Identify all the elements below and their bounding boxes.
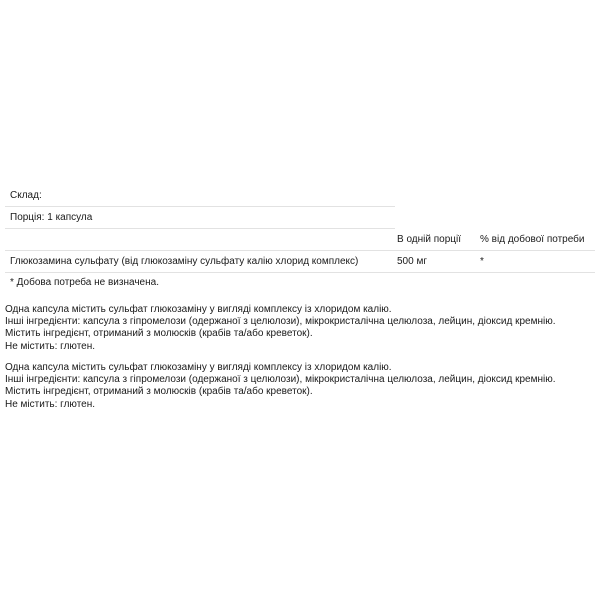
column-header-daily-value: % від добової потреби (480, 234, 585, 245)
description-block (5, 304, 555, 353)
column-header-row (5, 229, 595, 251)
composition-row (5, 185, 395, 207)
description-line: Одна капсула містить сульфат глюкозаміну у вигляді комплексу із хлоридом калію. (5, 304, 392, 315)
ingredient-daily-value: * (480, 256, 484, 267)
description-line: Містить інгредієнт, отриманий з молюсків (крабів та/або креветок). (5, 328, 313, 340)
ingredient-name: Глюкозамина сульфату (від глюкозаміну сульфату калію хлорид комплекс) (10, 256, 359, 267)
ingredient-amount: 500 мг (397, 256, 427, 267)
serving-size: Порція: 1 капсула (10, 212, 93, 223)
composition-label: Склад: (10, 190, 42, 201)
description-line: Не містить: глютен. (5, 340, 96, 352)
description-line: Одна капсула містить сульфат глюкозаміну у вигляді комплексу із хлоридом калію. (5, 362, 392, 373)
serving-row (5, 207, 395, 229)
ingredient-row (5, 251, 595, 273)
description-line: Містить інгредієнт, отриманий з молюсків (крабів та/або креветок). (5, 386, 313, 398)
column-header-amount: В одній порції (397, 234, 461, 245)
daily-value-footnote: * Добова потреба не визначена. (10, 277, 159, 288)
description-line: Інші інгредієнти: капсула з гіпромелози (одержаної з целюлози), мікрокристалічна целюлоза, лейцин, діоксид кремнію. (5, 374, 556, 386)
description-line: Не містить: глютен. (5, 398, 96, 410)
description-line: Інші інгредієнти: капсула з гіпромелози (одержаної з целюлози), мікрокристалічна целюлоза, лейцин, діоксид кремнію. (5, 316, 556, 328)
description-block (5, 362, 555, 411)
supplement-facts-table (5, 185, 595, 273)
